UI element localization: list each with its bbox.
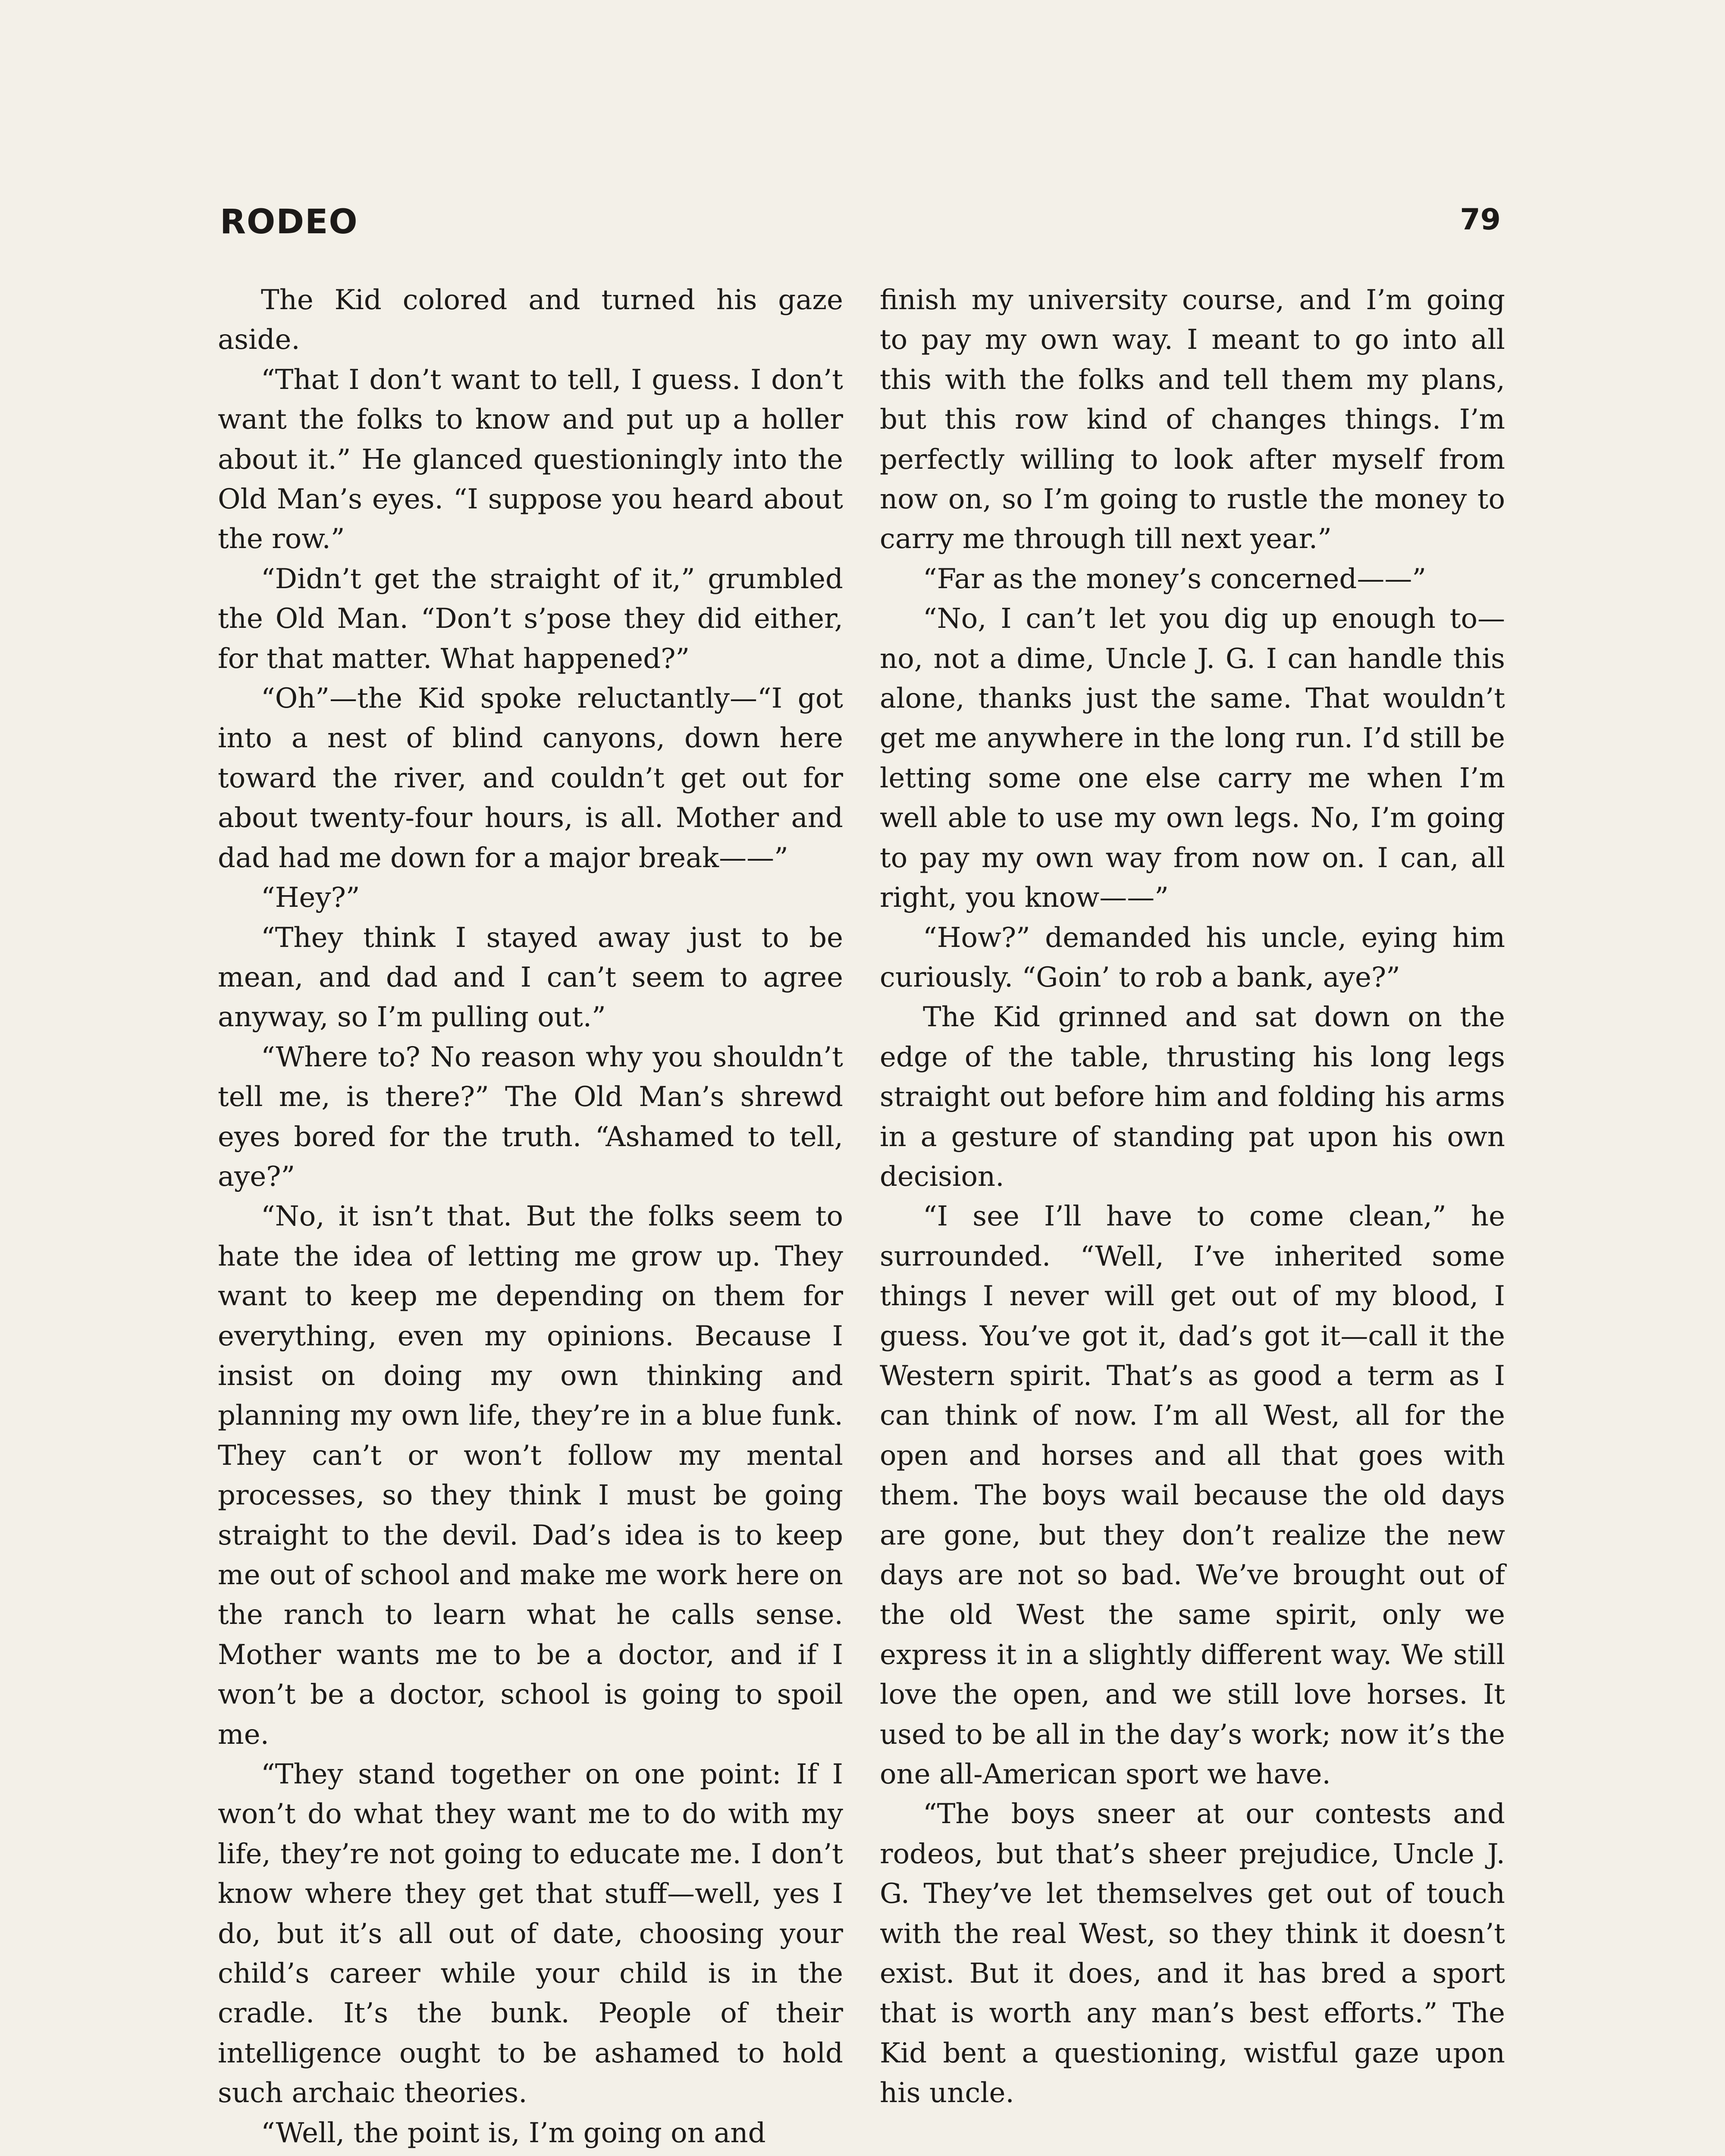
paragraph: “Far as the money’s concerned——” <box>923 563 1427 595</box>
paragraph: “Didn’t get the straight of it,” grumbled the Old Man. “Don’t s’pose they did either, for that matter. What happened?” <box>218 563 843 675</box>
paragraph: The Kid grinned and sat down on the edge of the table, thrusting his long legs straight out before him and folding his arms in a gesture of standing pat upon his own decision. <box>880 1001 1505 1193</box>
continued-paragraph: finish my university course, and I’m going to pay my own way. I meant to go into all this with the folks and tell them my plans, but this row kind of changes things. I’m perfectly willing to look after myself from now on, so I’m going to rustle the money to carry me through till next year.” <box>880 284 1505 555</box>
paragraph: “Well, the point is, I’m going on and <box>261 2117 766 2149</box>
paragraph: “The boys sneer at our contests and rodeos, but that’s sheer prejudice, Uncle J. G. They’ve let themselves get out of touch with the real West, so they think it doesn’t exist. But it does, and it has bred a sport that is worth any man’s best efforts.” The Kid bent a questioning, wistful gaze upon his uncle. <box>880 1798 1505 2109</box>
paragraph: “I see I’ll have to come clean,” he surrounded. “Well, I’ve inherited some things I never will get out of my blood, I guess. You’ve got it, dad’s got it—call it the Western spirit. That’s as good a term as I can think of now. I’m all West, all for the open and horses and all that goes with them. The boys wail because the old days are gone, but they don’t realize the new days are not so bad. We’ve brought out of the old West the same spirit, only we express it in a slightly different way. We still love the open, and we still love horses. It used to be all in the day’s work; now it’s the one all-American sport we have. <box>880 1200 1505 1791</box>
paragraph: “Where to? No reason why you shouldn’t tell me, is there?” The Old Man’s shrewd eyes bored for the truth. “Ashamed to tell, aye?” <box>218 1041 843 1193</box>
page-header <box>220 203 1501 250</box>
paragraph: “Hey?” <box>261 882 360 914</box>
paragraph: “That I don’t want to tell, I guess. I don’t want the folks to know and put up a holler about it.” He glanced questioningly into the Old Man’s eyes. “I suppose you heard about the row.” <box>218 364 843 555</box>
paragraph: “How?” demanded his uncle, eying him curiously. “Goin’ to rob a bank, aye?” <box>880 921 1505 993</box>
paragraph: “They think I stayed away just to be mean, and dad and I can’t seem to agree anyway, so I’m pulling out.” <box>218 921 843 1034</box>
running-title: RODEO <box>220 203 358 241</box>
paragraph: “No, I can’t let you dig up enough to—no, not a dime, Uncle J. G. I can handle this alone, thanks just the same. That wouldn’t get me anywhere in the long run. I’d still be letting some one else carry me when I’m well able to use my own legs. No, I’m going to pay my own way from now on. I can, all right, you know——” <box>880 603 1505 914</box>
paragraph: “Oh”—the Kid spoke reluctantly—“I got into a nest of blind canyons, down here toward the river, and couldn’t get out for about twenty-four hours, is all. Mother and dad had me down for a major break——” <box>218 683 843 874</box>
paragraph: “They stand together on one point: If I won’t do what they want me to do with my life, they’re not going to educate me. I don’t know where they get that stuff—well, yes I do, but it’s all out of date, choosing your child’s career while your child is in the cradle. It’s the bunk. People of their intelligence ought to be ashamed to hold such archaic theories. <box>218 1758 843 2109</box>
page-number: 79 <box>1460 203 1501 237</box>
right-column <box>880 280 1505 2113</box>
left-column <box>218 280 843 2153</box>
paragraph: “No, it isn’t that. But the folks seem to hate the idea of letting me grow up. They want to keep me depending on them for everything, even my opinions. Because I insist on doing my own thinking and planning my own life, they’re in a blue funk. They can’t or won’t follow my mental processes, so they think I must be going straight to the devil. Dad’s idea is to keep me out of school and make me work here on the ranch to learn what he calls sense. Mother wants me to be a doctor, and if I won’t be a doctor, school is going to spoil me. <box>218 1200 843 1751</box>
paragraph: The Kid colored and turned his gaze aside. <box>218 284 843 356</box>
